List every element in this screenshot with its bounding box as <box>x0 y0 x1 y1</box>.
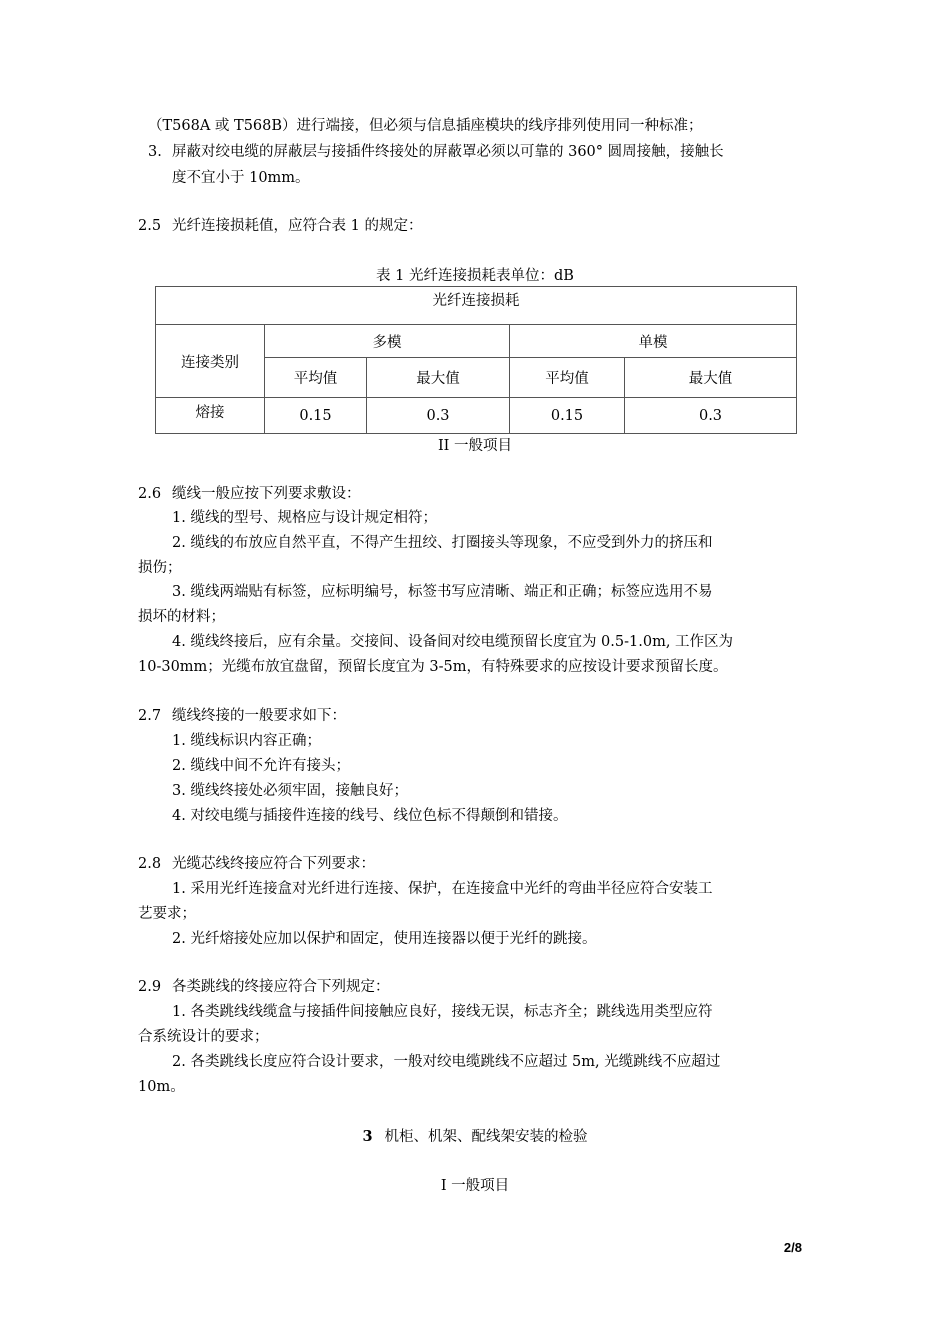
section-2-7 <box>138 706 346 726</box>
subheading-general-2: II 一般项目 <box>437 438 513 454</box>
list-text: 屏蔽对绞电缆的屏蔽层与接插件终接处的屏蔽罩必须以可靠的 360° 圆周接触，接触长 <box>172 144 724 160</box>
section-text: 各类跳线的终接应符合下列规定： <box>172 979 390 995</box>
section-text: 缆线终接的一般要求如下： <box>172 708 346 724</box>
singlemode-header: 单模 <box>510 325 797 358</box>
sm-avg-header: 平均值 <box>510 358 625 398</box>
list-item-cont: 损伤； <box>138 560 182 576</box>
section-2-6 <box>138 484 361 504</box>
list-item: 2. 缆线中间不允许有接头； <box>172 758 350 774</box>
list-item-3-cont: 度不宜小于 10mm。 <box>172 170 310 186</box>
list-item-cont: 艺要求； <box>138 906 196 922</box>
row-label: 熔接 <box>156 398 265 434</box>
section-number: 2.5 <box>138 218 162 234</box>
chapter-title: 机柜、机架、配线架安装的检验 <box>384 1129 588 1145</box>
chapter-3-heading <box>0 1127 950 1147</box>
list-item-3 <box>148 142 724 162</box>
table-cell: 0.15 <box>265 398 367 434</box>
section-2-5 <box>138 216 422 236</box>
fiber-loss-table <box>155 286 797 434</box>
list-item-cont: 10-30mm；光缆布放宜盘留，预留长度宜为 3-5m，有特殊要求的应按设计要求预留长度。 <box>138 659 728 675</box>
list-item: 4. 对绞电缆与插接件连接的线号、线位色标不得颠倒和错接。 <box>172 808 568 824</box>
list-item: 1. 采用光纤连接盒对光纤进行连接、保护，在连接盒中光纤的弯曲半径应符合安装工 <box>172 881 713 897</box>
list-item: 2. 各类跳线长度应符合设计要求，一般对绞电缆跳线不应超过 5m, 光缆跳线不应超过 <box>172 1054 721 1070</box>
continuation-line: （T568A 或 T568B）进行端接，但必须与信息插座模块的线序排列使用同一种标准； <box>148 118 703 134</box>
list-item: 1. 各类跳线线缆盒与接插件间接触应良好，接线无误，标志齐全；跳线选用类型应符 <box>172 1004 713 1020</box>
subheading-general-1: Ⅰ 一般项目 <box>440 1178 510 1194</box>
list-item: 3. 缆线两端贴有标签，应标明编号，标签书写应清晰、端正和正确；标签应选用不易 <box>172 584 713 600</box>
sm-max-header: 最大值 <box>625 358 797 398</box>
table-cell: 0.3 <box>367 398 510 434</box>
list-item: 1. 缆线标识内容正确； <box>172 733 321 749</box>
section-2-8 <box>138 854 375 874</box>
list-item-cont: 10m。 <box>138 1079 185 1095</box>
table-caption: 表 1 光纤连接损耗表单位：dB <box>376 268 574 284</box>
mm-avg-header: 平均值 <box>265 358 367 398</box>
section-number: 2.6 <box>138 486 162 502</box>
section-number: 2.9 <box>138 979 162 995</box>
section-text: 光缆芯线终接应符合下列要求： <box>172 856 375 872</box>
list-number: 3. <box>148 144 162 160</box>
section-number: 2.8 <box>138 856 162 872</box>
section-text: 缆线一般应按下列要求敷设： <box>172 486 361 502</box>
list-item: 2. 缆线的布放应自然平直，不得产生扭绞、打圈接头等现象，不应受到外力的挤压和 <box>172 535 713 551</box>
table-cell: 0.3 <box>625 398 797 434</box>
table-title: 光纤连接损耗 <box>156 287 797 325</box>
section-text: 光纤连接损耗值，应符合表 1 的规定： <box>172 218 423 234</box>
list-item-cont: 损坏的材料； <box>138 609 225 625</box>
list-item-cont: 合系统设计的要求； <box>138 1029 269 1045</box>
multimode-header: 多模 <box>265 325 510 358</box>
section-number: 2.7 <box>138 708 162 724</box>
list-item: 2. 光纤熔接处应加以保护和固定，使用连接器以便于光纤的跳接。 <box>172 931 597 947</box>
table-cell: 0.15 <box>510 398 625 434</box>
page-number: 2/8 <box>783 1240 802 1255</box>
list-item: 1. 缆线的型号、规格应与设计规定相符； <box>172 510 437 526</box>
chapter-number: 3 <box>362 1128 373 1145</box>
section-2-9 <box>138 977 390 997</box>
list-item: 3. 缆线终接处必须牢固，接触良好； <box>172 783 408 799</box>
list-item: 4. 缆线终接后，应有余量。交接间、设备间对绞电缆预留长度宜为 0.5-1.0m, 工作区为 <box>172 634 734 650</box>
row-header: 连接类别 <box>156 325 265 398</box>
mm-max-header: 最大值 <box>367 358 510 398</box>
